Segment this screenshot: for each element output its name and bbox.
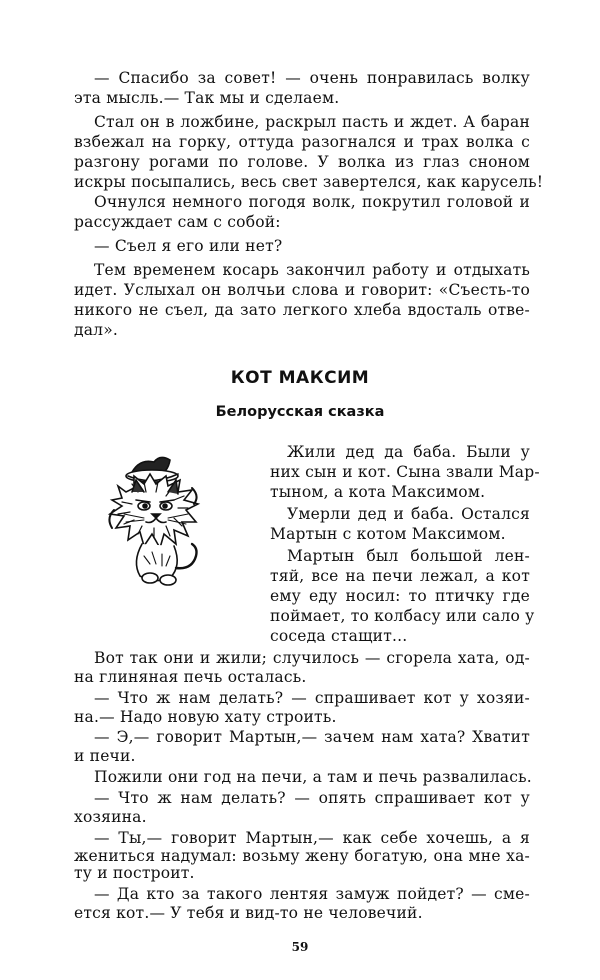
text-line: Тем временем косарь закончил работу и отдыхать: [94, 261, 530, 279]
text-line: Стал он в ложбине, раскрыл пасть и ждет. А баран: [94, 113, 530, 131]
text-line: Мартын был большой лен-: [287, 547, 530, 565]
text-line: ется кот.— У тебя и вид-то не человечий.: [74, 904, 423, 922]
text-line: никого не съел, да зато легкого хлеба вдосталь отве-: [74, 301, 530, 319]
text-line: ту и построит.: [74, 864, 195, 882]
text-line: Жили дед да баба. Были у: [287, 443, 530, 461]
text-line: идет. Услыхал он волчьи слова и говорит: «Съесть-то: [74, 281, 530, 299]
text-line: соседа стащит...: [270, 627, 408, 645]
text-line: жениться надумал: возьму жену богатую, она мне ха-: [74, 847, 530, 865]
text-line: эта мысль.— Так мы и сделаем.: [74, 89, 340, 107]
text-line: тыном, а кота Максимом.: [270, 483, 486, 501]
text-line: — Спасибо за совет! — очень понравилась волку: [94, 69, 530, 87]
text-line: хозяина.: [74, 808, 147, 826]
text-line: них сын и кот. Сына звали Мар-: [270, 463, 540, 481]
text-line: Пожили они год на печи, а там и печь развалилась.: [94, 768, 532, 786]
page-number: 59: [291, 940, 309, 954]
story-subtitle: Белорусская сказка: [215, 404, 385, 420]
text-line: дал».: [74, 321, 119, 339]
text-line: рассуждает сам с собой:: [74, 213, 281, 231]
text-line: на глиняная печь осталась.: [74, 668, 307, 686]
text-line: — Что ж нам делать? — опять спрашивает кот у: [94, 789, 530, 807]
text-line: Вот так они и жили; случилось — сгорела хата, од-: [94, 649, 530, 667]
text-line: и печи.: [74, 747, 136, 765]
text-line: искры посыпались, весь свет завертелся, как карусель!: [74, 173, 544, 191]
text-line: на.— Надо новую хату строить.: [74, 708, 337, 726]
text-line: — Ты,— говорит Мартын,— как себе хочешь, а я: [94, 829, 530, 847]
text-line: Мартын с котом Максимом.: [270, 525, 506, 543]
text-line: — Что ж нам делать? — спрашивает кот у хозяи-: [94, 689, 530, 707]
story-title: КОТ МАКСИМ: [230, 368, 370, 388]
text-line: взбежал на горку, оттуда разогнался и трах волка с: [74, 133, 530, 151]
text-line: Очнулся немного погодя волк, покрутил головой и: [94, 193, 530, 211]
text-line: — Съел я его или нет?: [94, 237, 283, 255]
text-line: поймает, то колбасу или сало у: [270, 607, 535, 625]
text-line: ему еду носил: то птичку где: [270, 587, 530, 605]
cat-illustration: [88, 452, 270, 592]
text-line: разгону рогами по голове. У волка из глаз сноном: [74, 153, 530, 171]
text-line: тяй, все на печи лежал, а кот: [270, 567, 530, 585]
text-line: — Да кто за такого лентяя замуж пойдет? — сме-: [94, 885, 530, 903]
text-line: Умерли дед и баба. Остался: [287, 505, 530, 523]
text-line: — Э,— говорит Мартын,— зачем нам хата? Хватит: [94, 728, 530, 746]
